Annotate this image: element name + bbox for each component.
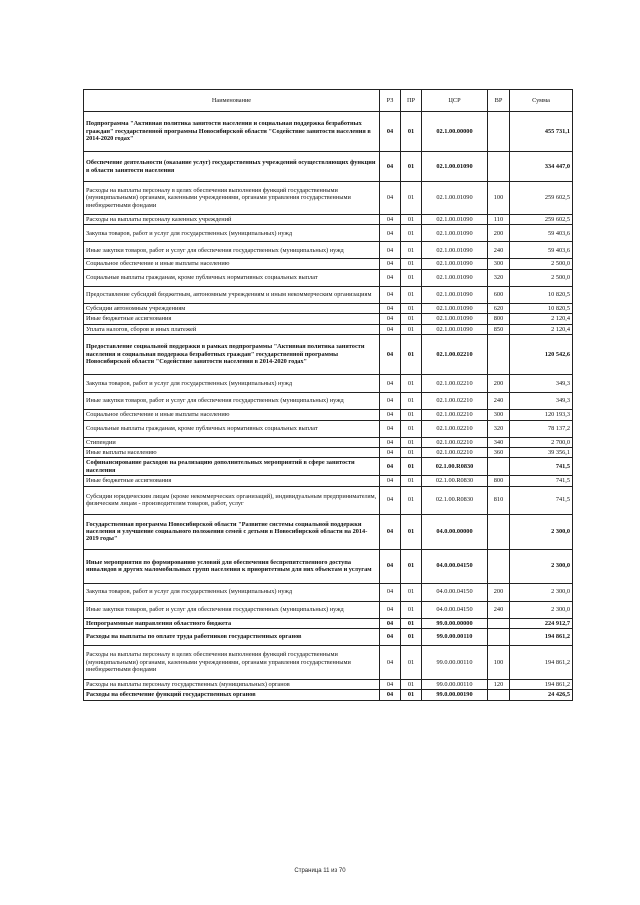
cell-name: Иные закупки товаров, работ и услуг для обеспечения государственных (муниципальных) нужд [84,393,380,410]
cell-vr: 200 [488,225,510,242]
cell-name: Закупка товаров, работ и услуг для государственных (муниципальных) нужд [84,375,380,393]
table-row [84,215,573,225]
table-row [84,486,573,514]
cell-name: Непрограммные направления областного бюджета [84,618,380,628]
cell-csr: 99.0.00.00110 [422,646,488,680]
cell-pr: 01 [401,447,422,457]
cell-vr [488,458,510,476]
cell-pr: 01 [401,690,422,700]
cell-csr: 02.1.00.02210 [422,410,488,420]
cell-rz: 04 [380,476,401,486]
cell-sum: 59 403,6 [510,225,573,242]
table-row [84,182,573,215]
cell-rz: 04 [380,375,401,393]
header-csr: ЦСР [422,90,488,112]
cell-rz: 04 [380,324,401,334]
cell-rz: 04 [380,182,401,215]
cell-name: Социальное обеспечение и иные выплаты населению [84,410,380,420]
cell-csr: 02.1.00.01090 [422,303,488,313]
table-row [84,514,573,549]
cell-csr: 02.1.00.01090 [422,259,488,269]
cell-name: Уплата налогов, сборов и иных платежей [84,324,380,334]
cell-vr: 200 [488,375,510,393]
cell-csr: 02.1.00.02210 [422,420,488,437]
table-row [84,225,573,242]
cell-pr: 01 [401,152,422,182]
cell-name: Предоставление субсидий бюджетным, автономным учреждениям и иным некоммерческим организациям [84,286,380,303]
cell-vr: 300 [488,259,510,269]
cell-name: Иные выплаты населению [84,447,380,457]
cell-rz: 04 [380,410,401,420]
cell-rz: 04 [380,458,401,476]
cell-pr: 01 [401,324,422,334]
cell-rz: 04 [380,601,401,618]
table-header [84,90,573,112]
table-row [84,303,573,313]
cell-pr: 01 [401,259,422,269]
table-row [84,335,573,375]
table-row [84,259,573,269]
cell-sum: 334 447,0 [510,152,573,182]
cell-sum: 455 731,1 [510,112,573,152]
cell-rz: 04 [380,314,401,324]
cell-name: Расходы на выплаты по оплате труда работников государственных органов [84,629,380,646]
table-row [84,269,573,286]
cell-pr: 01 [401,458,422,476]
cell-pr: 01 [401,486,422,514]
cell-vr [488,549,510,583]
cell-csr: 99.0.00.00110 [422,629,488,646]
cell-pr: 01 [401,242,422,259]
cell-rz: 04 [380,112,401,152]
cell-sum: 2 120,4 [510,314,573,324]
cell-pr: 01 [401,583,422,601]
cell-name: Социальные выплаты гражданам, кроме публичных нормативных социальных выплат [84,269,380,286]
cell-sum: 349,3 [510,393,573,410]
table-row [84,476,573,486]
cell-sum: 24 426,5 [510,690,573,700]
cell-rz: 04 [380,646,401,680]
cell-sum: 2 300,0 [510,583,573,601]
cell-csr: 02.1.00.02210 [422,437,488,447]
cell-vr [488,112,510,152]
cell-sum: 10 820,5 [510,303,573,313]
table-row [84,458,573,476]
cell-vr [488,152,510,182]
cell-name: Стипендии [84,437,380,447]
cell-vr: 320 [488,420,510,437]
cell-sum: 2 500,0 [510,269,573,286]
table-row [84,286,573,303]
cell-name: Софинансирование расходов на реализацию дополнительных мероприятий в сфере занятости населения [84,458,380,476]
cell-pr: 01 [401,437,422,447]
table-row [84,410,573,420]
cell-csr: 02.1.00.01090 [422,314,488,324]
cell-rz: 04 [380,629,401,646]
cell-csr: 04.0.00.00000 [422,514,488,549]
cell-rz: 04 [380,680,401,690]
cell-name: Иные закупки товаров, работ и услуг для обеспечения государственных (муниципальных) нужд [84,242,380,259]
table-row [84,420,573,437]
table-body [84,112,573,701]
cell-sum: 2 500,0 [510,259,573,269]
cell-vr: 100 [488,182,510,215]
cell-vr: 850 [488,324,510,334]
cell-vr: 240 [488,242,510,259]
cell-pr: 01 [401,680,422,690]
page-number: Страница 11 из 70 [294,868,346,874]
cell-vr: 800 [488,314,510,324]
cell-vr [488,629,510,646]
table-row [84,646,573,680]
table-row [84,680,573,690]
cell-csr: 02.1.00.01090 [422,182,488,215]
table-row [84,393,573,410]
table-row [84,629,573,646]
cell-csr: 99.0.00.00110 [422,680,488,690]
cell-csr: 04.0.00.04150 [422,601,488,618]
cell-sum: 194 861,2 [510,646,573,680]
cell-rz: 04 [380,447,401,457]
cell-sum: 10 820,5 [510,286,573,303]
cell-rz: 04 [380,514,401,549]
table-row [84,152,573,182]
table-row [84,690,573,700]
header-vr: ВР [488,90,510,112]
cell-name: Закупка товаров, работ и услуг для государственных (муниципальных) нужд [84,225,380,242]
table-row [84,375,573,393]
cell-pr: 01 [401,375,422,393]
table-row [84,314,573,324]
cell-pr: 01 [401,601,422,618]
cell-sum: 59 403,6 [510,242,573,259]
cell-pr: 01 [401,629,422,646]
cell-csr: 02.1.00.01090 [422,215,488,225]
cell-vr: 600 [488,286,510,303]
cell-pr: 01 [401,514,422,549]
cell-vr: 200 [488,583,510,601]
cell-name: Субсидии юридическим лицам (кроме некоммерческих организаций), индивидуальным предпринимателям, физическим лицам - производителям товаров, работ, услуг [84,486,380,514]
cell-vr: 620 [488,303,510,313]
cell-pr: 01 [401,269,422,286]
cell-rz: 04 [380,486,401,514]
cell-sum: 259 602,5 [510,215,573,225]
cell-rz: 04 [380,335,401,375]
cell-name: Расходы на выплаты персоналу казенных учреждений [84,215,380,225]
cell-pr: 01 [401,646,422,680]
budget-table [83,89,573,701]
cell-csr: 02.1.00.02210 [422,393,488,410]
cell-rz: 04 [380,286,401,303]
cell-name: Иные бюджетные ассигнования [84,314,380,324]
cell-name: Подпрограмма "Активная политика занятости населения и социальная поддержка безработных граждан" государственной программы Новосибирской области "Содействие занятости населения в 2014-2020 годах" [84,112,380,152]
cell-vr: 240 [488,601,510,618]
cell-rz: 04 [380,215,401,225]
cell-name: Иные мероприятия по формированию условий для обеспечения беспрепятственного доступа инвалидов и других маломобильных групп населения к приоритетным для них объектам и услугам [84,549,380,583]
header-name: Наименование [84,90,380,112]
cell-sum: 2 300,0 [510,549,573,583]
table-row [84,242,573,259]
cell-csr: 02.1.00.R0830 [422,476,488,486]
cell-name: Социальное обеспечение и иные выплаты населению [84,259,380,269]
header-sum: Сумма [510,90,573,112]
cell-rz: 04 [380,437,401,447]
header-row [84,90,573,112]
cell-sum: 120 542,6 [510,335,573,375]
cell-rz: 04 [380,549,401,583]
cell-sum: 194 861,2 [510,680,573,690]
cell-pr: 01 [401,225,422,242]
table-row [84,437,573,447]
cell-sum: 2 700,0 [510,437,573,447]
cell-name: Обеспечение деятельности (оказание услуг) государственных учреждений осуществляющих функции в области занятости населения [84,152,380,182]
cell-vr: 100 [488,646,510,680]
cell-csr: 02.1.00.01090 [422,242,488,259]
cell-csr: 02.1.00.01090 [422,324,488,334]
cell-rz: 04 [380,242,401,259]
header-rz: РЗ [380,90,401,112]
cell-rz: 04 [380,269,401,286]
table-row [84,583,573,601]
cell-vr: 360 [488,447,510,457]
cell-name: Иные закупки товаров, работ и услуг для обеспечения государственных (муниципальных) нужд [84,601,380,618]
cell-pr: 01 [401,286,422,303]
cell-sum: 2 300,0 [510,514,573,549]
table-row [84,618,573,628]
cell-sum: 194 861,2 [510,629,573,646]
cell-csr: 04.0.00.04150 [422,549,488,583]
cell-vr [488,514,510,549]
cell-rz: 04 [380,690,401,700]
cell-pr: 01 [401,335,422,375]
cell-name: Предоставление социальной поддержки в рамках подпрограммы "Активная политика занятости населения и социальная поддержка безработных граждан" государственной программы Новосибирской области "Содействие занятости населения в 2014-2020 годах" [84,335,380,375]
cell-name: Расходы на выплаты персоналу в целях обеспечения выполнения функций государственными (муниципальными) органами, казенными учреждениями, органами управления государственными внебюджетными фондами [84,182,380,215]
cell-csr: 04.0.00.04150 [422,583,488,601]
cell-rz: 04 [380,225,401,242]
cell-csr: 02.1.00.02210 [422,335,488,375]
cell-sum: 39 356,1 [510,447,573,457]
cell-pr: 01 [401,215,422,225]
cell-sum: 349,3 [510,375,573,393]
cell-name: Субсидии автономным учреждениям [84,303,380,313]
cell-sum: 741,5 [510,476,573,486]
cell-pr: 01 [401,393,422,410]
cell-csr: 02.1.00.01090 [422,225,488,242]
cell-name: Государственная программа Новосибирской области "Развитие системы социальной поддержки населения и улучшение социального положения семей с детьми в Новосибирской области на 2014-2019 годы" [84,514,380,549]
cell-pr: 01 [401,182,422,215]
cell-sum: 259 602,5 [510,182,573,215]
table-row [84,447,573,457]
cell-rz: 04 [380,618,401,628]
cell-name: Расходы на выплаты персоналу в целях обеспечения выполнения функций государственными (муниципальными) органами, казенными учреждениями, органами управления государственными внебюджетными фондами [84,646,380,680]
cell-vr: 810 [488,486,510,514]
cell-csr: 02.1.00.01090 [422,286,488,303]
cell-rz: 04 [380,152,401,182]
cell-name: Социальные выплаты гражданам, кроме публичных нормативных социальных выплат [84,420,380,437]
cell-csr: 99.0.00.00190 [422,690,488,700]
cell-vr [488,618,510,628]
cell-sum: 741,5 [510,486,573,514]
cell-vr: 110 [488,215,510,225]
cell-sum: 741,5 [510,458,573,476]
cell-name: Расходы на выплаты персоналу государственных (муниципальных) органов [84,680,380,690]
cell-sum: 2 120,4 [510,324,573,334]
cell-pr: 01 [401,303,422,313]
cell-sum: 78 137,2 [510,420,573,437]
cell-pr: 01 [401,314,422,324]
cell-vr: 320 [488,269,510,286]
cell-vr: 240 [488,393,510,410]
cell-sum: 2 300,0 [510,601,573,618]
cell-csr: 02.1.00.02210 [422,447,488,457]
table-row [84,601,573,618]
cell-csr: 02.1.00.02210 [422,375,488,393]
cell-csr: 02.1.00.01090 [422,152,488,182]
cell-name: Закупка товаров, работ и услуг для государственных (муниципальных) нужд [84,583,380,601]
cell-csr: 02.1.00.00000 [422,112,488,152]
cell-vr: 800 [488,476,510,486]
cell-pr: 01 [401,549,422,583]
cell-csr: 99.0.00.00000 [422,618,488,628]
cell-rz: 04 [380,259,401,269]
cell-vr [488,335,510,375]
cell-pr: 01 [401,420,422,437]
cell-pr: 01 [401,476,422,486]
cell-pr: 01 [401,618,422,628]
cell-csr: 02.1.00.R0830 [422,486,488,514]
cell-sum: 224 912,7 [510,618,573,628]
header-pr: ПР [401,90,422,112]
table-row [84,324,573,334]
cell-rz: 04 [380,393,401,410]
cell-name: Расходы на обеспечение функций государственных органов [84,690,380,700]
table-row [84,112,573,152]
cell-rz: 04 [380,303,401,313]
cell-name: Иные бюджетные ассигнования [84,476,380,486]
table-row [84,549,573,583]
cell-vr [488,690,510,700]
cell-sum: 120 193,3 [510,410,573,420]
cell-csr: 02.1.00.01090 [422,269,488,286]
cell-vr: 300 [488,410,510,420]
cell-pr: 01 [401,112,422,152]
cell-vr: 340 [488,437,510,447]
cell-pr: 01 [401,410,422,420]
cell-rz: 04 [380,583,401,601]
cell-vr: 120 [488,680,510,690]
cell-rz: 04 [380,420,401,437]
cell-csr: 02.1.00.R0830 [422,458,488,476]
